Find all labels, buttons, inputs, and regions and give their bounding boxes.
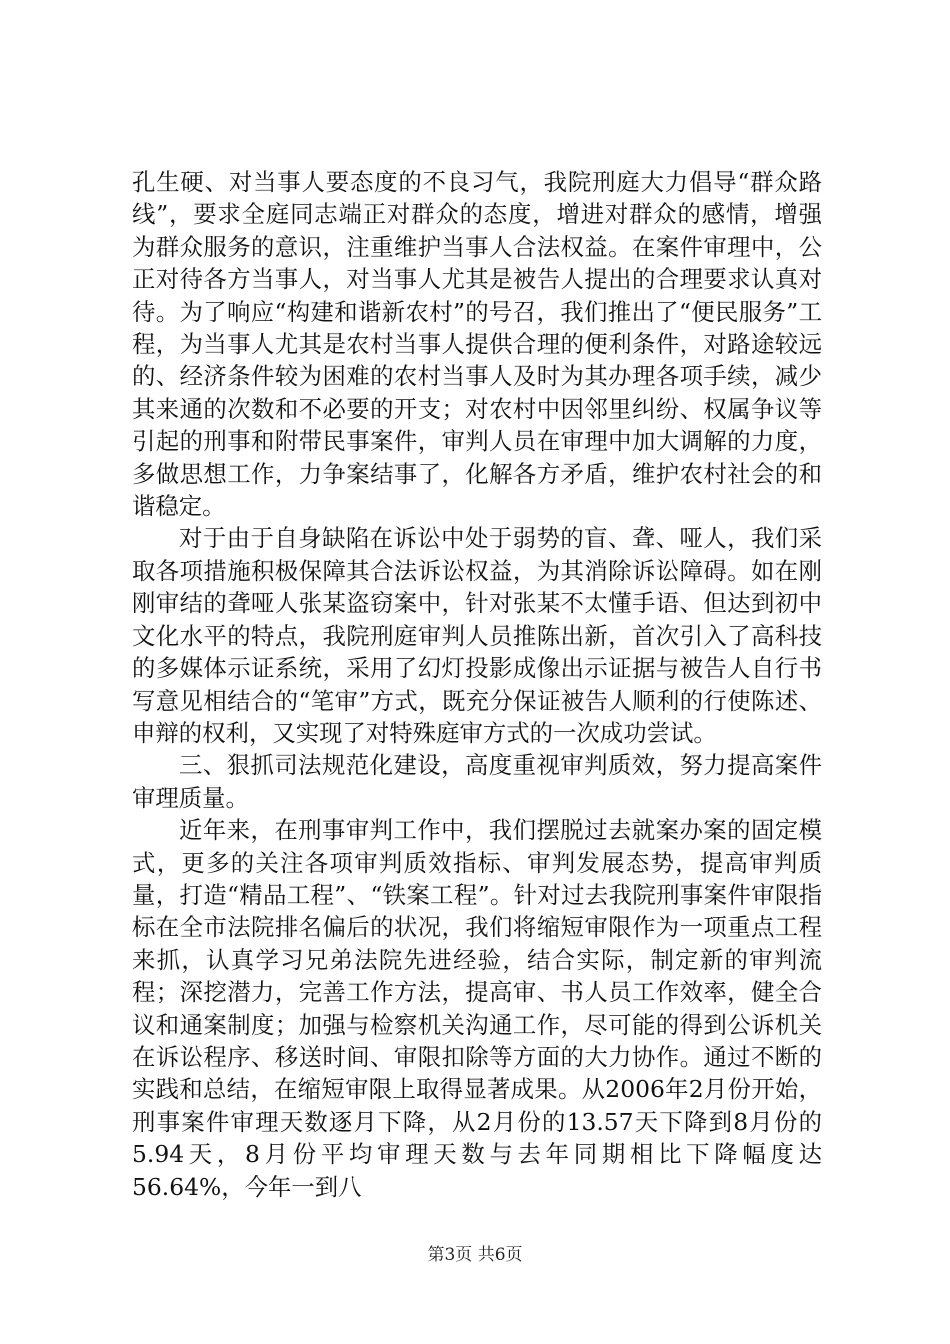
paragraph-1: 孔生硬、对当事人要态度的不良习气，我院刑庭大力倡导“群众路线”，要求全庭同志端正对群众的态度，增进对群众的感情，增强为群众服务的意识，注重维护当事人合法权益。在案件审理中，公正对待各方当事人，对当事人尤其是被告人提出的合理要求认真对待。为了响应“构建和谐新农村”的号召，我们推出了“便民服务”工程，为当事人尤其是农村当事人提供合理的便利条件，对路途较远的、经济条件较为困难的农村当事人及时为其办理各项手续，减少其来通的次数和不必要的开支；对农村中因邻里纠纷、权属争议等引起的刑事和附带民事案件，审判人员在审理中加大调解的力度，多做思想工作，力争案结事了，化解各方矛盾，维护农村社会的和谐稳定。 bbox=[132, 168, 822, 521]
page-number: 第3页 共6页 bbox=[427, 1245, 523, 1265]
section-heading-3: 三、狠抓司法规范化建设，高度重视审判质效，努力提高案件审理质量。 bbox=[132, 751, 822, 812]
paragraph-4: 近年来，在刑事审判工作中，我们摆脱过去就案办案的固定模式，更多的关注各项审判质效指标、审判发展态势，提高审判质量，打造“精品工程”、“铁案工程”。针对过去我院刑事案件审限指标在全市法院排名偏后的状况，我们将缩短审限作为一项重点工程来抓，认真学习兄弟法院先进经验，结合实际，制定新的审判流程；深挖潜力，完善工作方法，提高审、书人员工作效率，健全合议和通案制度；加强与检察机关沟通工作，尽可能的得到公诉机关在诉讼程序、移送时间、审限扣除等方面的大力协作。通过不断的实践和总结，在缩短审限上取得显著成果。从2006年2月份开始，刑事案件审理天数逐月下降，从2月份的13.57天下降到8月份的5.94天，8月份平均审理天数与去年同期相比下降幅度达56.64%，今年一到八 bbox=[132, 816, 822, 1201]
document-body bbox=[132, 166, 822, 1203]
page-footer bbox=[0, 1244, 950, 1266]
paragraph-2: 对于由于自身缺陷在诉讼中处于弱势的盲、聋、哑人，我们采取各项措施积极保障其合法诉讼权益，为其消除诉讼障碍。如在刚刚审结的聋哑人张某盗窃案中，针对张某不太懂手语、但达到初中文化水平的特点，我院刑庭审判人员推陈出新，首次引入了高科技的多媒体示证系统，采用了幻灯投影成像出示证据与被告人自行书写意见相结合的“笔审”方式，既充分保证被告人顺利的行使陈述、申辩的权利，又实现了对特殊庭审方式的一次成功尝试。 bbox=[132, 524, 822, 747]
